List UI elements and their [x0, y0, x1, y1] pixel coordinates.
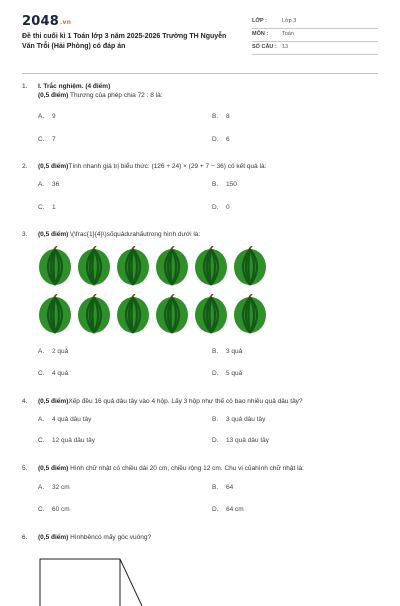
option-letter: B. — [212, 181, 219, 188]
question-number: 5. — [22, 465, 28, 472]
question-points: (0,5 điểm) — [38, 92, 69, 99]
option-d[interactable] — [212, 506, 244, 513]
meta-value: Lớp 3 — [282, 18, 297, 24]
question-text: Hình chữ nhật có chiều dài 20 cm, chiều rộng 12 cm. Chu vi củahình chữ nhật là: — [70, 465, 304, 472]
option-letter: C. — [38, 370, 45, 377]
right-angle-figure — [38, 556, 148, 606]
option-letter: B. — [212, 348, 219, 355]
watermelon-icon — [155, 294, 189, 334]
option-b[interactable] — [212, 484, 233, 491]
question-number: 1. — [22, 83, 28, 90]
watermelon-icon — [77, 246, 111, 286]
option-letter: B. — [212, 484, 219, 491]
question-text: Tính nhanh giá trị biểu thức: (126 + 24) × (29 + 7 − 36) có kết quả là: — [68, 163, 267, 170]
option-letter: D. — [212, 506, 219, 513]
watermelon-icon — [77, 294, 111, 334]
option-text: 60 cm — [52, 506, 70, 513]
watermelon-row-2 — [38, 294, 272, 334]
question-number: 6. — [22, 534, 28, 541]
option-letter: D. — [212, 437, 219, 444]
option-letter: C. — [38, 136, 45, 143]
page-title: Đề thi cuối kì 1 Toán lớp 3 năm 2025-2026 Trường TH Nguyễn Văn Trỗi (Hải Phòng) có đáp án — [22, 33, 227, 50]
option-text: 64 — [226, 484, 234, 491]
option-text: 3 quả dâu tây — [226, 416, 266, 423]
watermelon-icon — [38, 246, 72, 286]
question-points: (0,5 điểm) — [38, 398, 69, 405]
watermelon-icon — [233, 294, 267, 334]
option-text: 64 cm — [226, 506, 244, 513]
watermelon-icon — [38, 294, 72, 334]
option-text: 9 — [52, 113, 56, 120]
question-text: Xếp đều 16 quả dâu tây vào 4 hộp. Lấy 3 hộp như thế có bao nhiêu quả dâu tây? — [68, 398, 303, 405]
logo-text: 2048 — [22, 14, 59, 29]
option-letter: B. — [212, 416, 219, 423]
option-a[interactable] — [38, 181, 59, 188]
option-text: 8 — [226, 113, 230, 120]
option-text: 2 quả — [52, 348, 69, 355]
option-a[interactable] — [38, 348, 68, 355]
meta-count-row — [252, 42, 378, 55]
option-text: 0 — [226, 204, 230, 211]
option-c[interactable] — [38, 437, 95, 444]
watermelon-icon — [194, 246, 228, 286]
option-letter: C. — [38, 437, 45, 444]
option-letter: A. — [38, 348, 45, 355]
option-b[interactable] — [212, 348, 242, 355]
question-number: 4. — [22, 398, 28, 405]
option-text: 4 quả — [52, 370, 69, 377]
option-letter: C. — [38, 506, 45, 513]
option-text: 1 — [52, 204, 56, 211]
question-points: (0,5 điểm) — [38, 231, 69, 238]
meta-value: 13 — [282, 44, 289, 50]
option-a[interactable] — [38, 484, 70, 491]
question-number: 3. — [22, 231, 28, 238]
option-a[interactable] — [38, 113, 56, 120]
question-text: \(\frac{1}{4}\)sốquảdưahấutrong hình dưới là: — [70, 231, 201, 238]
watermelon-row-1 — [38, 246, 272, 286]
question-number: 2. — [22, 163, 28, 170]
meta-value: Toán — [282, 31, 294, 37]
option-letter: D. — [212, 204, 219, 211]
option-c[interactable] — [38, 204, 56, 211]
site-logo[interactable] — [22, 14, 71, 29]
option-b[interactable] — [212, 416, 265, 423]
option-letter: A. — [38, 484, 45, 491]
option-text: 13 quả dâu tây — [226, 437, 270, 444]
option-text: 32 cm — [52, 484, 70, 491]
page-header — [0, 0, 400, 70]
option-letter: D. — [212, 370, 219, 377]
option-c[interactable] — [38, 506, 70, 513]
option-text: 4 quả dâu tây — [52, 416, 92, 423]
option-text: 7 — [52, 136, 56, 143]
option-d[interactable] — [212, 370, 242, 377]
question-points: (0,5 điểm) — [38, 163, 69, 170]
meta-label: SỐ CÂU : — [252, 44, 277, 50]
watermelon-icon — [116, 246, 150, 286]
question-text: Thương của phép chia 72 : 8 là: — [70, 92, 163, 99]
watermelon-icon — [194, 294, 228, 334]
section-heading: I. Trắc nghiệm. (4 điểm) — [38, 83, 111, 90]
option-b[interactable] — [212, 181, 237, 188]
meta-class-row — [252, 16, 378, 29]
option-text: 150 — [226, 181, 237, 188]
option-letter: A. — [38, 181, 45, 188]
meta-label: LỚP : — [252, 18, 267, 24]
option-letter: C. — [38, 204, 45, 211]
option-c[interactable] — [38, 370, 68, 377]
question-points: (0,5 điểm) — [38, 534, 69, 541]
option-text: 36 — [52, 181, 60, 188]
option-d[interactable] — [212, 136, 230, 143]
watermelon-icon — [155, 246, 189, 286]
watermelon-icon — [116, 294, 150, 334]
question-text: Hìnhbêncó mấy góc vuông? — [70, 534, 152, 541]
header-divider — [22, 73, 378, 74]
option-a[interactable] — [38, 416, 91, 423]
question-points: (0,5 điểm) — [38, 465, 69, 472]
logo-suffix: .vn — [59, 19, 72, 26]
option-letter: D. — [212, 136, 219, 143]
option-letter: A. — [38, 416, 45, 423]
option-text: 3 quả — [226, 348, 243, 355]
option-text: 6 — [226, 136, 230, 143]
option-c[interactable] — [38, 136, 56, 143]
option-letter: B. — [212, 113, 219, 120]
option-d[interactable] — [212, 437, 269, 444]
option-b[interactable] — [212, 113, 230, 120]
watermelon-icon — [233, 246, 267, 286]
option-text: 5 quả — [226, 370, 243, 377]
option-text: 12 quả dâu tây — [52, 437, 96, 444]
option-d[interactable] — [212, 204, 230, 211]
option-letter: A. — [38, 113, 45, 120]
meta-label: MÔN : — [252, 31, 269, 37]
meta-subject-row — [252, 29, 378, 42]
